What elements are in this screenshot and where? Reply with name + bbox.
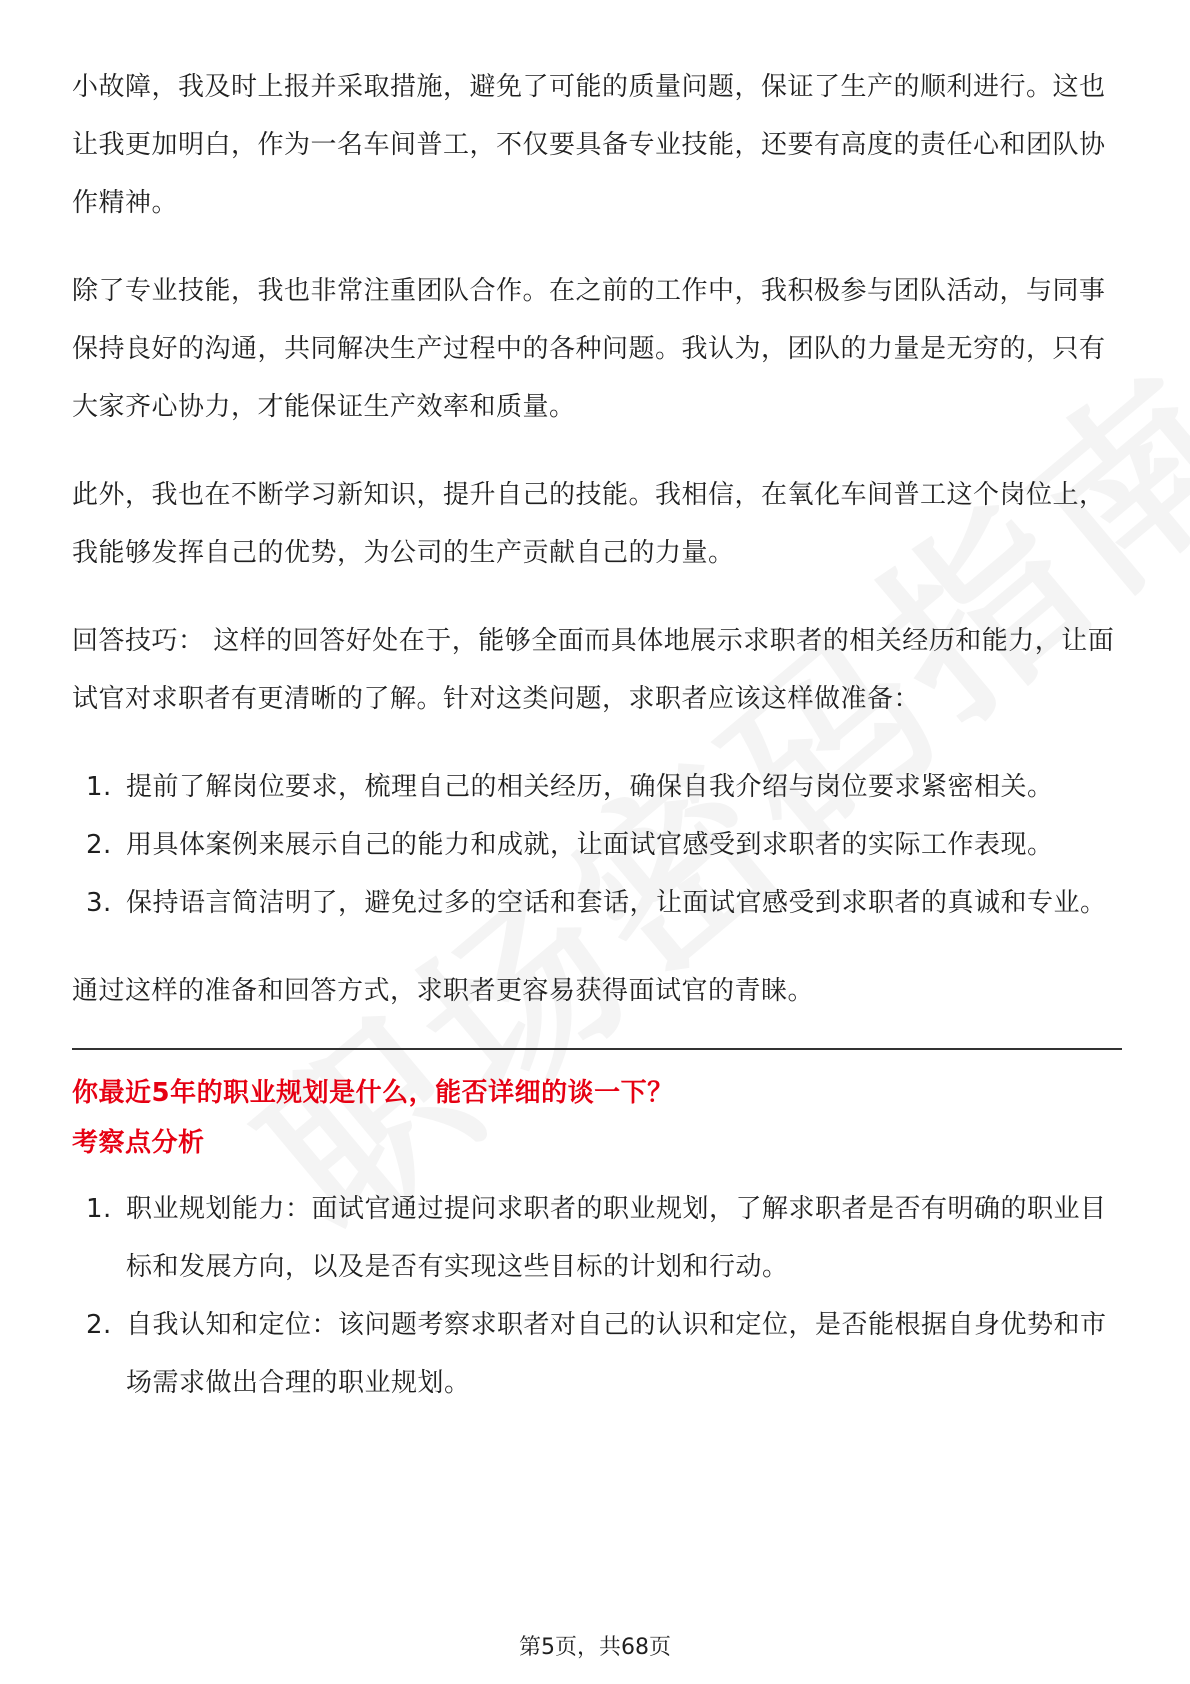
list-number: 1. bbox=[86, 1194, 112, 1224]
answer-tips-intro: 回答技巧： 这样的回答好处在于，能够全面而具体地展示求职者的相关经历和能力，让面试官对求职者有更清晰的了解。针对这类问题，求职者应该这样做准备： bbox=[72, 626, 1115, 714]
list-number: 2. bbox=[86, 830, 112, 860]
page-footer: 第5页，共68页 bbox=[519, 1635, 671, 1660]
list-item bbox=[72, 758, 1122, 816]
list-item bbox=[72, 816, 1122, 874]
list-item bbox=[72, 1296, 1122, 1412]
tips-list bbox=[72, 758, 1122, 932]
list-number: 3. bbox=[86, 888, 112, 918]
list-text: 自我认知和定位：该问题考察求职者对自己的认识和定位，是否能根据自身优势和市场需求做出合理的职业规划。 bbox=[126, 1310, 1107, 1398]
paragraph-2: 除了专业技能，我也非常注重团队合作。在之前的工作中，我积极参与团队活动，与同事保持良好的沟通，共同解决生产过程中的各种问题。我认为，团队的力量是无穷的，只有大家齐心协力，才能保证生产效率和质量。 bbox=[72, 276, 1106, 422]
question-title: 你最近5年的职业规划是什么，能否详细的谈一下？ bbox=[72, 1078, 674, 1108]
list-text: 提前了解岗位要求，梳理自己的相关经历，确保自我介绍与岗位要求紧密相关。 bbox=[126, 772, 1054, 802]
section-divider bbox=[72, 1048, 1122, 1050]
page-content bbox=[72, 58, 1122, 1412]
paragraph-3: 此外，我也在不断学习新知识，提升自己的技能。我相信，在氧化车间普工这个岗位上，我能够发挥自己的优势，为公司的生产贡献自己的力量。 bbox=[72, 480, 1106, 568]
list-item bbox=[72, 1180, 1122, 1296]
paragraph-1: 小故障，我及时上报并采取措施，避免了可能的质量问题，保证了生产的顺利进行。这也让我更加明白，作为一名车间普工，不仅要具备专业技能，还要有高度的责任心和团队协作精神。 bbox=[72, 72, 1106, 218]
analysis-list bbox=[72, 1180, 1122, 1412]
list-number: 2. bbox=[86, 1310, 112, 1340]
question-subtitle: 考察点分析 bbox=[72, 1128, 205, 1158]
list-text: 职业规划能力：面试官通过提问求职者的职业规划，了解求职者是否有明确的职业目标和发展方向，以及是否有实现这些目标的计划和行动。 bbox=[126, 1194, 1107, 1282]
list-item bbox=[72, 874, 1122, 932]
list-number: 1. bbox=[86, 772, 112, 802]
conclusion: 通过这样的准备和回答方式，求职者更容易获得面试官的青睐。 bbox=[72, 976, 815, 1006]
list-text: 保持语言简洁明了，避免过多的空话和套话，让面试官感受到求职者的真诚和专业。 bbox=[126, 888, 1107, 918]
list-text: 用具体案例来展示自己的能力和成就，让面试官感受到求职者的实际工作表现。 bbox=[126, 830, 1054, 860]
